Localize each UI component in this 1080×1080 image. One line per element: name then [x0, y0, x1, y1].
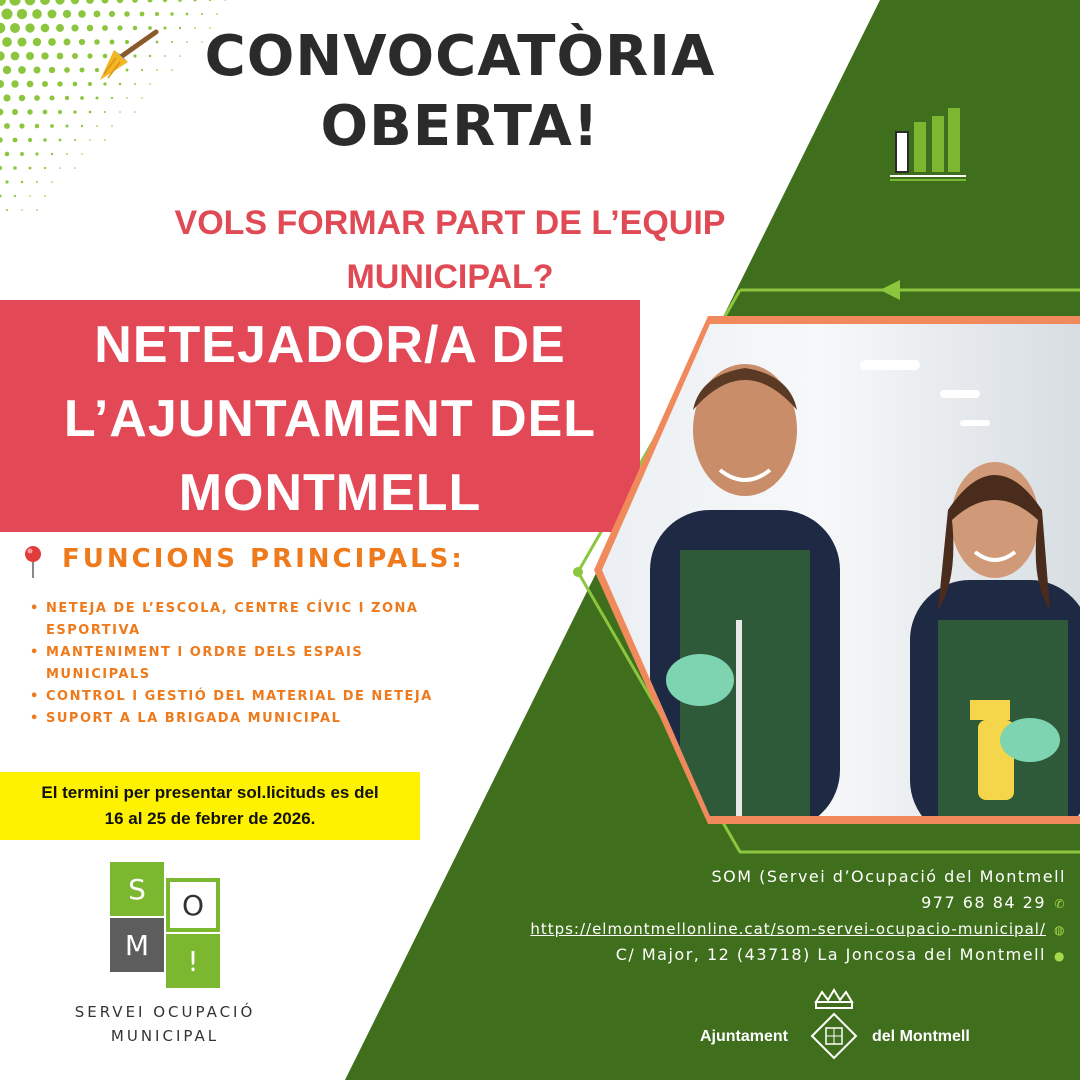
pattern-dot — [0, 109, 3, 116]
pattern-dot — [5, 180, 8, 183]
pattern-dot — [64, 67, 70, 73]
pattern-dot — [86, 0, 94, 4]
pattern-dot — [57, 53, 64, 60]
contact-org-text: SOM (Servei d’Ocupació del Montmell — [711, 867, 1066, 886]
som-caption-line-2: MUNICIPAL — [110, 1027, 220, 1045]
pattern-dot — [5, 152, 10, 157]
pattern-dot — [80, 96, 84, 100]
pattern-dot — [21, 181, 24, 184]
contact-info — [406, 864, 1066, 968]
pattern-dot — [27, 109, 32, 114]
pattern-dot — [21, 209, 23, 211]
pattern-dot — [178, 0, 182, 2]
pattern-dot — [64, 39, 71, 46]
del-montmell-word: del Montmell — [872, 1028, 970, 1045]
pattern-dot — [104, 139, 106, 141]
job-title — [20, 308, 640, 530]
pattern-dot — [48, 38, 56, 46]
pattern-dot — [56, 24, 64, 32]
pattern-dot — [13, 166, 17, 170]
pattern-dot — [81, 125, 83, 127]
pattern-dot — [35, 124, 39, 128]
pattern-dot — [43, 138, 46, 141]
pattern-dot — [59, 139, 62, 142]
contact-phone — [406, 890, 1066, 916]
pattern-dot — [14, 195, 16, 197]
pattern-dot — [71, 0, 80, 4]
list-item: • CONTROL I GESTIÓ DEL MATERIAL DE NETEJA — [30, 686, 470, 708]
pattern-dot — [49, 67, 55, 73]
pattern-dot — [0, 51, 5, 60]
pattern-dot — [43, 110, 48, 115]
pattern-dot — [18, 66, 26, 74]
globe-icon: ◍ — [1054, 923, 1066, 937]
pattern-dot — [4, 123, 10, 129]
pattern-dot — [124, 11, 129, 16]
pattern-dot — [65, 96, 69, 100]
contact-phone-text[interactable]: 977 68 84 29 — [921, 893, 1046, 912]
pattern-dot — [140, 12, 145, 17]
pattern-dot — [65, 124, 68, 127]
pattern-dot — [51, 153, 53, 155]
pattern-dot — [44, 195, 46, 197]
headline — [180, 22, 740, 162]
pattern-dot — [89, 139, 91, 141]
som-logo — [110, 862, 220, 986]
pattern-dot — [33, 38, 41, 46]
pattern-dot — [27, 81, 34, 88]
pattern-dot — [20, 152, 24, 156]
pattern-dot — [12, 109, 18, 115]
pattern-dot — [126, 97, 128, 99]
som-caption — [40, 1000, 290, 1048]
pattern-dot — [19, 95, 25, 101]
som-letter-exclamation: ! — [166, 934, 220, 988]
pattern-dot — [17, 9, 27, 19]
job-title-line-2: L’AJUNTAMENT DEL — [63, 390, 597, 448]
pattern-dot — [57, 81, 62, 86]
phone-icon: ✆ — [1054, 897, 1066, 911]
pattern-dot — [171, 69, 173, 71]
pattern-dot — [141, 97, 143, 99]
pattern-dot — [78, 10, 86, 18]
pattern-dot — [119, 111, 121, 113]
pattern-dot — [36, 209, 38, 211]
pattern-dot — [134, 111, 136, 113]
pattern-dot — [33, 66, 40, 73]
pattern-dot — [51, 181, 53, 183]
pattern-dot — [101, 0, 108, 4]
pattern-dot — [171, 41, 173, 43]
pattern-dot — [0, 0, 6, 6]
pattern-dot — [194, 0, 197, 2]
pattern-dot — [209, 0, 211, 1]
pattern-dot — [73, 82, 78, 87]
pattern-dot — [0, 137, 3, 143]
pattern-dot — [1, 8, 12, 19]
pattern-dot — [55, 0, 64, 5]
contact-org — [406, 864, 1066, 890]
pattern-dot — [0, 195, 1, 198]
pattern-dot — [6, 209, 8, 211]
pattern-dot — [163, 26, 166, 29]
pattern-dot — [25, 0, 36, 5]
pattern-dot — [0, 166, 2, 170]
som-letter-s: S — [110, 862, 164, 916]
deadline-line-2: 16 al 25 de febrer de 2026. — [104, 809, 316, 828]
pattern-dot — [111, 97, 113, 99]
pattern-dot — [201, 13, 203, 15]
pattern-dot — [155, 12, 159, 16]
pattern-dot — [66, 153, 68, 155]
pattern-dot — [13, 138, 18, 143]
pattern-dot — [10, 23, 20, 33]
pattern-dot — [109, 11, 115, 17]
pattern-dot — [163, 0, 167, 2]
subtitle-line-1: VOLS FORMAR PART DE L’EQUIP — [174, 204, 726, 242]
headline-line-2: OBERTA! — [320, 94, 600, 159]
pattern-dot — [74, 167, 76, 169]
pattern-dot — [89, 111, 92, 114]
headline-line-1: CONVOCATÒRIA — [204, 24, 716, 89]
pattern-dot — [11, 80, 18, 87]
location-icon: ● — [1054, 949, 1066, 963]
job-title-line-3: MONTMELL — [178, 464, 482, 522]
pattern-dot — [81, 153, 83, 155]
pattern-dot — [41, 24, 50, 33]
pattern-dot — [29, 167, 32, 170]
pattern-dot — [73, 110, 76, 113]
pattern-dot — [19, 123, 24, 128]
som-letter-o: O — [166, 878, 220, 932]
pattern-dot — [216, 13, 218, 15]
list-item: • SUPORT A LA BRIGADA MUNICIPAL — [30, 708, 470, 730]
contact-address — [406, 942, 1066, 968]
pattern-dot — [170, 12, 173, 15]
coat-of-arms-icon — [804, 988, 864, 1064]
som-caption-line-1: SERVEI OCUPACIÓ — [74, 1003, 256, 1021]
pin-icon — [20, 544, 46, 580]
pattern-dot — [117, 0, 123, 3]
pattern-dot — [79, 39, 85, 45]
pattern-dot — [11, 52, 20, 61]
pattern-dot — [50, 124, 54, 128]
pattern-dot — [17, 37, 26, 46]
pattern-dot — [74, 139, 76, 141]
pattern-dot — [40, 0, 50, 5]
website-link[interactable]: https://elmontmellonline.cat/som-servei-ocupacio-municipal/ — [530, 920, 1046, 938]
pattern-dot — [49, 95, 54, 100]
pattern-dot — [9, 0, 20, 6]
pattern-dot — [59, 167, 61, 169]
ajuntament-logo — [700, 988, 990, 1068]
pattern-dot — [41, 52, 48, 59]
pattern-dot — [96, 97, 99, 100]
pattern-dot — [63, 10, 71, 18]
job-title-line-1: NETEJADOR/A DE — [94, 316, 566, 374]
deadline-line-1: El termini per presentar sol.licituds es del — [41, 783, 379, 802]
pattern-dot — [3, 94, 10, 101]
pattern-dot — [48, 10, 57, 19]
pattern-dot — [72, 53, 78, 59]
pattern-dot — [28, 138, 32, 142]
pattern-dot — [58, 110, 62, 114]
pattern-dot — [32, 9, 42, 19]
pattern-dot — [2, 37, 12, 47]
workers-photo — [560, 280, 1080, 860]
pattern-dot — [29, 195, 31, 197]
pattern-dot — [94, 11, 101, 18]
pattern-dot — [42, 81, 48, 87]
som-letter-m: M — [110, 918, 164, 972]
subtitle-line-2: MUNICIPAL? — [346, 258, 554, 296]
pattern-dot — [34, 95, 40, 101]
deadline-text — [0, 780, 420, 832]
pattern-dot — [111, 125, 113, 127]
pattern-dot — [186, 13, 189, 16]
broom-icon — [92, 28, 162, 88]
pattern-dot — [36, 181, 38, 183]
pattern-dot — [0, 80, 4, 88]
functions-heading: FUNCIONS PRINCIPALS: — [62, 544, 465, 574]
pattern-dot — [224, 0, 226, 1]
list-item: • MANTENIMENT I ORDRE DELS ESPAIS MUNICIPALS — [30, 642, 470, 686]
contact-address-text: C/ Major, 12 (43718) La Joncosa del Montmell — [615, 945, 1046, 964]
pattern-dot — [147, 0, 152, 3]
pattern-dot — [80, 68, 85, 73]
pattern-dot — [132, 0, 138, 3]
pattern-dot — [3, 66, 11, 74]
contact-url — [406, 916, 1066, 942]
functions-list — [30, 598, 470, 730]
ajuntament-word: Ajuntament — [700, 1028, 788, 1045]
pattern-dot — [25, 23, 34, 32]
pattern-dot — [71, 24, 78, 31]
pattern-dot — [104, 111, 106, 113]
pattern-dot — [164, 55, 166, 57]
list-item: • NETEJA DE L’ESCOLA, CENTRE CÍVIC I ZONA ESPORTIVA — [30, 598, 470, 642]
pattern-dot — [44, 167, 46, 169]
pattern-dot — [26, 52, 34, 60]
chart-icon — [890, 108, 966, 182]
pattern-dot — [35, 152, 38, 155]
pattern-dot — [0, 23, 5, 34]
pattern-dot — [96, 125, 98, 127]
